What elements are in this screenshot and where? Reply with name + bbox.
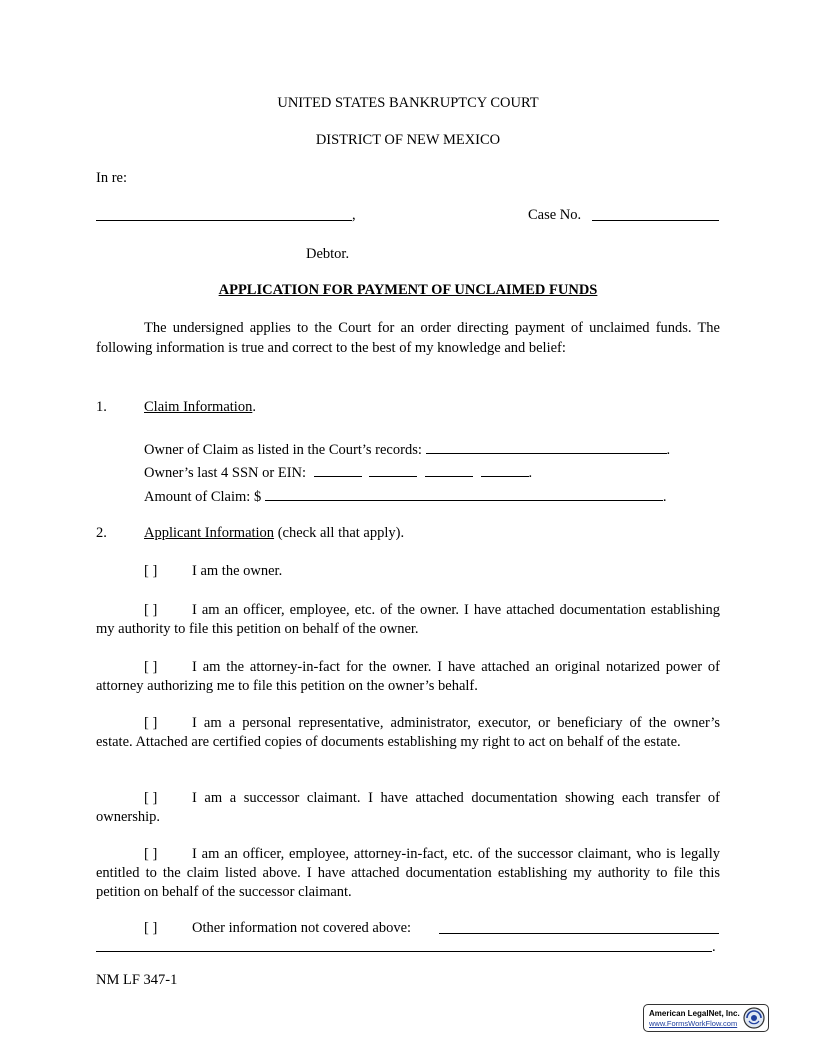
option-representative-text: I am a personal representative, administrator, executor, or beneficiary of the owner’s estate. Attached are certified copies of documents establishing my right to act on behalf of the estate. bbox=[96, 715, 720, 750]
case-no-field[interactable] bbox=[592, 220, 719, 221]
option-representative-checkbox[interactable]: [ ] bbox=[144, 715, 158, 731]
debtor-comma: , bbox=[352, 207, 356, 223]
debtor-label: Debtor. bbox=[306, 246, 350, 262]
owner-of-claim-label: Owner of Claim as listed in the Court’s records: bbox=[144, 442, 422, 458]
option-officer-checkbox[interactable]: [ ] bbox=[144, 602, 158, 618]
option-attorney-paragraph bbox=[96, 658, 720, 696]
option-successor-officer-paragraph bbox=[96, 845, 720, 902]
ssn-field-4[interactable] bbox=[481, 464, 529, 477]
amount-row bbox=[144, 488, 666, 506]
option-successor-officer-text: I am an officer, employee, attorney-in-fact, etc. of the successor claimant, who is legally entitled to the claim listed above. I have attached documentation establishing my authority to file this petition on behalf of the successor claimant. bbox=[96, 846, 720, 900]
section-2-heading-row bbox=[144, 525, 404, 542]
document-title: APPLICATION FOR PAYMENT OF UNCLAIMED FUNDS bbox=[218, 282, 598, 298]
ssn-period: . bbox=[528, 465, 533, 481]
amount-label: Amount of Claim: $ bbox=[144, 489, 262, 505]
other-info-field-1[interactable] bbox=[439, 933, 719, 934]
option-successor-checkbox[interactable]: [ ] bbox=[144, 790, 158, 806]
form-id: NM LF 347-1 bbox=[96, 972, 178, 988]
ssn-label: Owner’s last 4 SSN or EIN: bbox=[144, 465, 307, 481]
option-successor-officer-checkbox[interactable]: [ ] bbox=[144, 846, 158, 862]
section-1-heading-row bbox=[144, 399, 256, 416]
option-attorney-checkbox[interactable]: [ ] bbox=[144, 659, 158, 675]
ssn-field-2[interactable] bbox=[369, 464, 417, 477]
option-officer-paragraph bbox=[96, 601, 720, 639]
globe-icon bbox=[743, 1007, 765, 1029]
section-1-number: 1. bbox=[96, 399, 107, 415]
ssn-row bbox=[144, 464, 532, 482]
section-2-heading: Applicant Information bbox=[144, 525, 275, 541]
option-officer-text: I am an officer, employee, etc. of the owner. I have attached documentation establishing my authority to file this petition on behalf of the owner. bbox=[96, 602, 720, 637]
owner-period: . bbox=[666, 442, 671, 458]
owner-of-claim-row bbox=[144, 441, 670, 459]
option-attorney-text: I am the attorney-in-fact for the owner. I have attached an original notarized power of attorney authorizing me to file this petition on the owner’s behalf. bbox=[96, 659, 720, 694]
section-1-heading-suffix: . bbox=[252, 399, 256, 415]
other-info-field-2[interactable] bbox=[96, 951, 712, 952]
district-title: DISTRICT OF NEW MEXICO bbox=[315, 132, 501, 148]
section-2-number: 2. bbox=[96, 525, 107, 541]
option-representative-paragraph bbox=[96, 714, 720, 752]
logo-website-link[interactable]: www.FormsWorkFlow.com bbox=[649, 1019, 738, 1028]
option-owner-text: I am the owner. bbox=[192, 563, 283, 579]
other-period: . bbox=[712, 939, 716, 955]
option-other-checkbox[interactable]: [ ] bbox=[144, 920, 158, 936]
court-title: UNITED STATES BANKRUPTCY COURT bbox=[277, 95, 539, 111]
logo-company-name: American LegalNet, Inc. bbox=[649, 1009, 740, 1018]
option-successor-text: I am a successor claimant. I have attached documentation showing each transfer of ownership. bbox=[96, 790, 720, 825]
in-re-label: In re: bbox=[96, 170, 127, 186]
option-successor-paragraph bbox=[96, 789, 720, 827]
amount-period: . bbox=[662, 489, 667, 505]
publisher-logo[interactable] bbox=[643, 1004, 769, 1032]
section-2-heading-suffix: (check all that apply). bbox=[277, 525, 405, 541]
ssn-field-1[interactable] bbox=[314, 464, 362, 477]
case-no-label: Case No. bbox=[528, 207, 582, 223]
amount-field[interactable] bbox=[265, 488, 663, 501]
option-other-label: Other information not covered above: bbox=[192, 920, 412, 936]
ssn-field-3[interactable] bbox=[425, 464, 473, 477]
intro-paragraph: The undersigned applies to the Court for an order directing payment of unclaimed funds. The following information is true and correct to the best of my knowledge and belief: bbox=[96, 320, 720, 356]
owner-of-claim-field[interactable] bbox=[426, 441, 667, 454]
debtor-name-field[interactable] bbox=[96, 220, 352, 221]
section-1-heading: Claim Information bbox=[144, 399, 253, 415]
option-owner-checkbox[interactable]: [ ] bbox=[144, 563, 158, 579]
